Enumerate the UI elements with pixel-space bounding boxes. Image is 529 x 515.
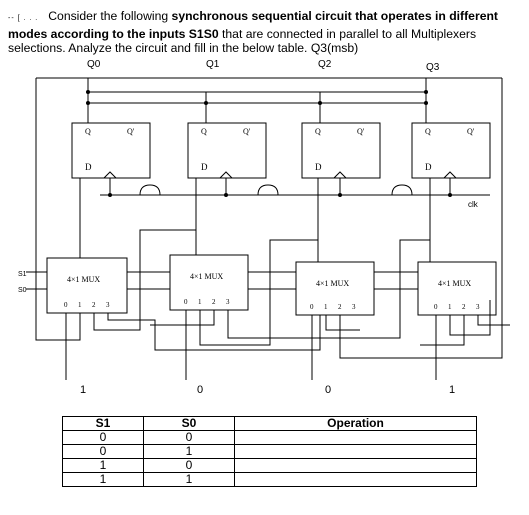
- svg-text:4×1 MUX: 4×1 MUX: [316, 279, 350, 288]
- cell-s1: 0: [63, 431, 144, 445]
- cell-s0: 0: [144, 431, 235, 445]
- table-row: [63, 431, 477, 445]
- flipflop-3: [412, 78, 490, 178]
- svg-text:1: 1: [448, 303, 452, 311]
- svg-text:0: 0: [64, 301, 68, 309]
- svg-text:3: 3: [352, 303, 356, 311]
- svg-text:Q: Q: [85, 127, 91, 136]
- svg-text:Q: Q: [425, 127, 431, 136]
- output-label-q0: Q0: [87, 59, 101, 70]
- svg-text:4×1 MUX: 4×1 MUX: [438, 279, 472, 288]
- question-marker: -- [ . . .: [8, 15, 39, 22]
- header-operation: Operation: [235, 417, 477, 431]
- flipflop-1: [188, 92, 266, 178]
- output-label-q2: Q2: [318, 59, 332, 70]
- cell-s0: 0: [144, 459, 235, 473]
- svg-text:Q': Q': [467, 127, 475, 136]
- flipflop-2: [302, 92, 380, 178]
- svg-text:D: D: [85, 162, 92, 172]
- header-s1: S1: [63, 417, 144, 431]
- cell-s1: 0: [63, 445, 144, 459]
- svg-text:0: 0: [184, 298, 188, 306]
- cell-s1: 1: [63, 459, 144, 473]
- svg-text:2: 2: [92, 301, 96, 309]
- svg-text:Q: Q: [315, 127, 321, 136]
- question-line2: that are connected in parallel to all: [222, 26, 408, 41]
- svg-text:Q': Q': [127, 127, 135, 136]
- clock-label: clk: [468, 200, 478, 209]
- flipflop-0: [72, 78, 150, 178]
- svg-text:Q': Q': [357, 127, 365, 136]
- const-input-mux2: 0: [325, 384, 332, 396]
- svg-text:0: 0: [434, 303, 438, 311]
- const-input-mux0: 1: [80, 384, 87, 396]
- const-input-mux1: 0: [197, 384, 204, 396]
- question-line3: Multiplexers selections. Analyze the circuit and fill in the below table. Q3(msb): [8, 26, 477, 55]
- svg-text:4×1 MUX: 4×1 MUX: [67, 275, 101, 284]
- svg-text:D: D: [425, 162, 432, 172]
- svg-text:3: 3: [226, 298, 230, 306]
- cell-operation[interactable]: [235, 445, 477, 459]
- question-line1-bold: synchronous sequential circuit that operates in: [171, 9, 446, 23]
- svg-text:3: 3: [476, 303, 480, 311]
- select-label-s0: S0: [18, 287, 27, 294]
- question-line2-bold: different modes according to the inputs S1S0: [8, 9, 498, 41]
- svg-text:2: 2: [338, 303, 342, 311]
- svg-text:Q: Q: [201, 127, 207, 136]
- cell-operation[interactable]: [235, 431, 477, 445]
- cell-s0: 1: [144, 445, 235, 459]
- svg-text:2: 2: [462, 303, 466, 311]
- mux-1: [170, 255, 248, 310]
- cell-operation[interactable]: [235, 459, 477, 473]
- header-s0: S0: [144, 417, 235, 431]
- cell-s1: 1: [63, 473, 144, 487]
- svg-text:3: 3: [106, 301, 110, 309]
- mux-0: [47, 258, 127, 313]
- table-row: [63, 445, 477, 459]
- svg-text:D: D: [315, 162, 322, 172]
- svg-text:1: 1: [78, 301, 82, 309]
- svg-text:2: 2: [212, 298, 216, 306]
- output-label-q1: Q1: [206, 59, 220, 70]
- svg-text:4×1 MUX: 4×1 MUX: [190, 272, 224, 281]
- cell-s0: 1: [144, 473, 235, 487]
- mux-3: [418, 262, 496, 315]
- svg-text:1: 1: [198, 298, 202, 306]
- const-input-mux3: 1: [449, 384, 456, 396]
- table-row: [63, 473, 477, 487]
- select-label-s1: S1: [18, 271, 27, 278]
- output-label-q3: Q3: [426, 62, 440, 73]
- table-header-row: [63, 417, 477, 431]
- question-line1: Consider the following: [48, 9, 169, 23]
- table-row: [63, 459, 477, 473]
- svg-text:Q': Q': [243, 127, 251, 136]
- operation-table: [62, 416, 477, 487]
- cell-operation[interactable]: [235, 473, 477, 487]
- svg-text:0: 0: [310, 303, 314, 311]
- mux-2: [296, 262, 374, 315]
- svg-text:D: D: [201, 162, 208, 172]
- svg-text:1: 1: [324, 303, 328, 311]
